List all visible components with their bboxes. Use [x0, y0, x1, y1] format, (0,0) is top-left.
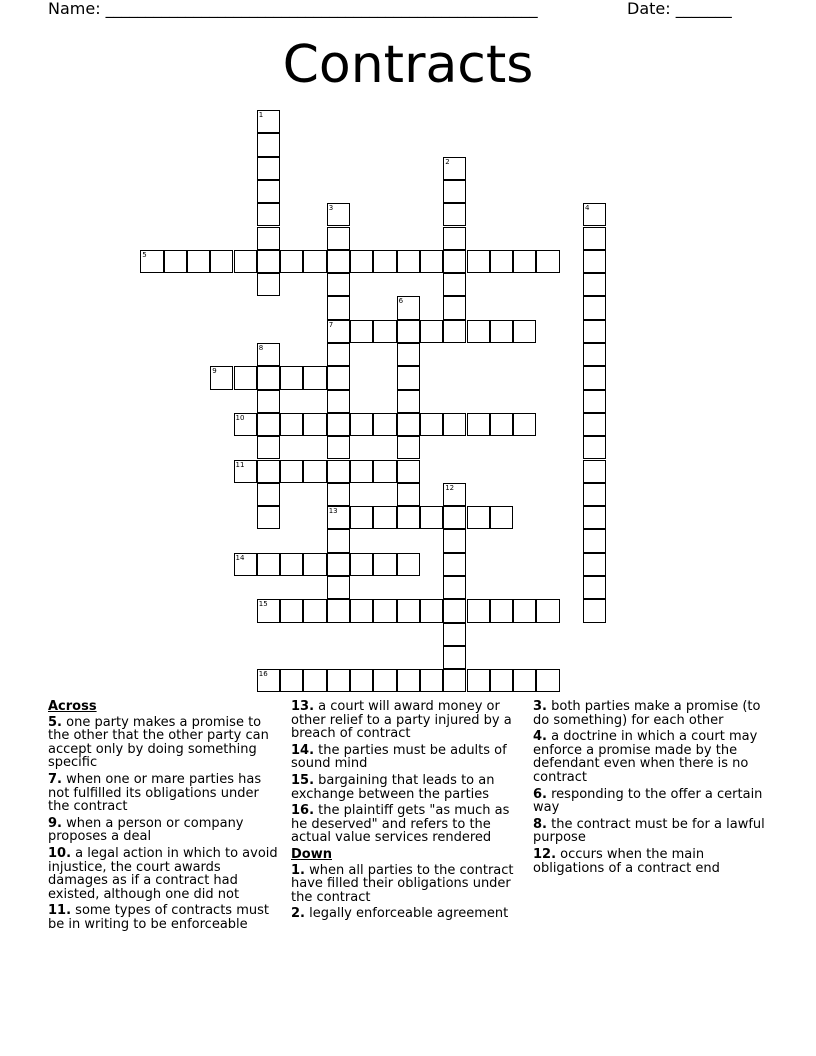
- crossword-cell[interactable]: [327, 529, 350, 552]
- crossword-cell[interactable]: [140, 250, 163, 273]
- clue-text: one party makes a promise to the other that the other party can accept only by doing something specific: [48, 714, 269, 771]
- cell-number: 4: [585, 204, 590, 213]
- crossword-cell[interactable]: [257, 483, 280, 506]
- crossword-cell[interactable]: [327, 460, 350, 483]
- crossword-cell[interactable]: [373, 250, 396, 273]
- crossword-cell[interactable]: [210, 366, 233, 389]
- clue-number: 16.: [291, 803, 315, 819]
- crossword-cell[interactable]: [583, 599, 606, 622]
- crossword-cell[interactable]: [397, 320, 420, 343]
- crossword-cell[interactable]: [257, 343, 280, 366]
- clue-number: 2.: [291, 906, 305, 922]
- clue-text: the parties must be adults of sound mind: [291, 742, 507, 772]
- crossword-cell[interactable]: [210, 250, 233, 273]
- cell-number: 3: [328, 204, 334, 213]
- clue-item: [291, 864, 523, 905]
- crossword-cell[interactable]: [583, 227, 606, 250]
- clue-text: the plaintiff gets "as much as he deserved" and refers to the actual value services rendered: [291, 803, 510, 846]
- clue-heading: Across: [48, 699, 97, 714]
- crossword-cell[interactable]: [443, 250, 466, 273]
- cell-number: 14: [235, 553, 245, 562]
- clue-item: [533, 788, 765, 815]
- crossword-cell[interactable]: [257, 227, 280, 250]
- crossword-cell[interactable]: [373, 506, 396, 529]
- clue-item: [533, 818, 765, 845]
- crossword-cell[interactable]: [327, 553, 350, 576]
- crossword-cell[interactable]: [443, 553, 466, 576]
- crossword-cell[interactable]: [303, 366, 326, 389]
- clue-number: 8.: [533, 816, 547, 832]
- crossword-cell[interactable]: [443, 203, 466, 226]
- clue-item: [48, 773, 280, 814]
- crossword-cell[interactable]: [234, 460, 257, 483]
- clue-item: [48, 904, 280, 931]
- crossword-cell[interactable]: [443, 273, 466, 296]
- clue-text: a legal action in which to avoid injustice, the court awards damages as if a contract had existed, although one did not: [48, 845, 278, 902]
- crossword-cell[interactable]: [327, 273, 350, 296]
- crossword-cell[interactable]: [490, 506, 513, 529]
- crossword-cell[interactable]: [490, 320, 513, 343]
- cell-number: 13: [328, 507, 338, 516]
- crossword-cell[interactable]: [397, 250, 420, 273]
- cell-number: 10: [235, 413, 245, 422]
- clue-item: [291, 744, 523, 771]
- crossword-cell[interactable]: [327, 343, 350, 366]
- cell-number: 1: [258, 111, 264, 119]
- crossword-cell[interactable]: [303, 460, 326, 483]
- crossword-cell[interactable]: [350, 506, 373, 529]
- crossword-cell[interactable]: [350, 250, 373, 273]
- crossword-cell[interactable]: [327, 296, 350, 319]
- crossword-cell[interactable]: [583, 576, 606, 599]
- crossword-cell[interactable]: [397, 296, 420, 319]
- crossword-cell[interactable]: [350, 413, 373, 436]
- crossword-cell[interactable]: [303, 599, 326, 622]
- cell-number: 8: [258, 344, 264, 352]
- crossword-cell[interactable]: [397, 460, 420, 483]
- crossword-cell[interactable]: [583, 203, 606, 226]
- crossword-cell[interactable]: [257, 180, 280, 203]
- crossword-cell[interactable]: [397, 599, 420, 622]
- crossword-cell[interactable]: [397, 343, 420, 366]
- clue-item: [533, 730, 765, 784]
- crossword-cell[interactable]: [327, 366, 350, 389]
- clue-item: [291, 804, 523, 845]
- crossword-cell[interactable]: [257, 157, 280, 180]
- crossword-cell[interactable]: [280, 366, 303, 389]
- clue-item: [533, 700, 765, 727]
- clue-number: 4.: [533, 729, 547, 745]
- crossword-cell[interactable]: [443, 157, 466, 180]
- clue-text: responding to the offer a certain way: [533, 786, 763, 816]
- crossword-cell[interactable]: [583, 529, 606, 552]
- crossword-cell[interactable]: [257, 203, 280, 226]
- crossword-cell[interactable]: [257, 250, 280, 273]
- crossword-cell[interactable]: [443, 529, 466, 552]
- cell-number: 11: [235, 460, 245, 469]
- crossword-cell[interactable]: [303, 553, 326, 576]
- clue-number: 10.: [48, 845, 72, 861]
- crossword-cell[interactable]: [583, 390, 606, 413]
- crossword-cell[interactable]: [443, 227, 466, 250]
- crossword-cell[interactable]: [280, 599, 303, 622]
- crossword-cell[interactable]: [513, 413, 536, 436]
- cell-number: 12: [445, 483, 455, 492]
- crossword-cell[interactable]: [257, 669, 280, 692]
- crossword-cell[interactable]: [513, 250, 536, 273]
- crossword-cell[interactable]: [443, 599, 466, 622]
- crossword-cell[interactable]: [257, 506, 280, 529]
- clue-item: [291, 907, 523, 921]
- crossword-cell[interactable]: [443, 506, 466, 529]
- crossword-cell[interactable]: [420, 599, 443, 622]
- clue-number: 11.: [48, 903, 72, 919]
- crossword-cell[interactable]: [443, 646, 466, 669]
- crossword-cell[interactable]: [490, 599, 513, 622]
- crossword-cell[interactable]: [536, 669, 559, 692]
- clue-item: [291, 774, 523, 801]
- crossword-cell[interactable]: [280, 553, 303, 576]
- crossword-cell[interactable]: [164, 250, 187, 273]
- name-field[interactable]: Name: ______________________________________________________: [48, 0, 538, 18]
- crossword-cell[interactable]: [257, 553, 280, 576]
- crossword-cell[interactable]: [443, 669, 466, 692]
- crossword-cell[interactable]: [397, 483, 420, 506]
- crossword-cell[interactable]: [397, 390, 420, 413]
- crossword-cell[interactable]: [443, 180, 466, 203]
- crossword-cell[interactable]: [443, 576, 466, 599]
- crossword-cell[interactable]: [257, 460, 280, 483]
- crossword-cell[interactable]: [373, 599, 396, 622]
- clue-column-3: [533, 700, 765, 878]
- cell-number: 5: [142, 250, 147, 259]
- crossword-cell[interactable]: [513, 669, 536, 692]
- clue-number: 7.: [48, 771, 62, 787]
- crossword-cell[interactable]: [583, 343, 606, 366]
- cell-number: 7: [328, 320, 334, 329]
- crossword-cell[interactable]: [420, 413, 443, 436]
- crossword-cell[interactable]: [373, 553, 396, 576]
- crossword-cell[interactable]: [490, 413, 513, 436]
- crossword-cell[interactable]: [327, 483, 350, 506]
- crossword-cell[interactable]: [350, 320, 373, 343]
- clue-item: [291, 700, 523, 741]
- crossword-cell[interactable]: [443, 413, 466, 436]
- crossword-cell[interactable]: [257, 110, 280, 133]
- clue-heading: Down: [291, 846, 332, 862]
- crossword-cell[interactable]: [490, 250, 513, 273]
- crossword-cell[interactable]: [257, 133, 280, 156]
- crossword-cell[interactable]: [234, 250, 257, 273]
- cell-number: 6: [398, 297, 404, 306]
- clue-number: 15.: [291, 772, 315, 788]
- crossword-cell[interactable]: [443, 623, 466, 646]
- clue-text: when one or mare parties has not fulfilled its obligations under the contract: [48, 771, 262, 815]
- crossword-cell[interactable]: [420, 669, 443, 692]
- crossword-cell[interactable]: [327, 203, 350, 226]
- crossword-cell[interactable]: [583, 436, 606, 459]
- clue-text: legally enforceable agreement: [309, 906, 509, 922]
- crossword-cell[interactable]: [280, 669, 303, 692]
- crossword-cell[interactable]: [467, 669, 490, 692]
- crossword-cell[interactable]: [327, 250, 350, 273]
- clue-item: [48, 716, 280, 770]
- clue-item: [48, 817, 280, 844]
- clue-text: when a person or company proposes a deal: [48, 815, 244, 845]
- crossword-cell[interactable]: [350, 599, 373, 622]
- crossword-cell[interactable]: [583, 366, 606, 389]
- clue-number: 5.: [48, 714, 62, 730]
- crossword-cell[interactable]: [397, 413, 420, 436]
- crossword-cell[interactable]: [234, 413, 257, 436]
- cell-number: 16: [258, 670, 268, 679]
- crossword-cell[interactable]: [583, 413, 606, 436]
- clue-number: 1.: [291, 862, 305, 878]
- crossword-cell[interactable]: [327, 576, 350, 599]
- crossword-cell[interactable]: [420, 506, 443, 529]
- crossword-cell[interactable]: [420, 320, 443, 343]
- clue-text: occurs when the main obligations of a contract end: [533, 846, 720, 876]
- crossword-cell[interactable]: [583, 273, 606, 296]
- clue-number: 13.: [291, 699, 315, 714]
- crossword-cell[interactable]: [373, 413, 396, 436]
- crossword-cell[interactable]: [536, 599, 559, 622]
- clue-text: the contract must be for a lawful purpose: [533, 816, 765, 846]
- clue-text: some types of contracts must be in writing to be enforceable: [48, 903, 269, 932]
- clue-item: [48, 847, 280, 901]
- crossword-cell[interactable]: [373, 460, 396, 483]
- crossword-cell[interactable]: [350, 460, 373, 483]
- crossword-cell[interactable]: [350, 553, 373, 576]
- crossword-cell[interactable]: [513, 599, 536, 622]
- crossword-cell[interactable]: [280, 413, 303, 436]
- crossword-cell[interactable]: [443, 483, 466, 506]
- crossword-cell[interactable]: [234, 366, 257, 389]
- crossword-cell[interactable]: [187, 250, 210, 273]
- crossword-cell[interactable]: [397, 366, 420, 389]
- clue-column-1: [48, 700, 280, 935]
- crossword-cell[interactable]: [467, 599, 490, 622]
- page-title: Contracts: [282, 35, 534, 95]
- clue-number: 12.: [533, 846, 557, 862]
- crossword-cell[interactable]: [327, 506, 350, 529]
- clue-number: 14.: [291, 742, 315, 758]
- crossword-cell[interactable]: [257, 390, 280, 413]
- crossword-cell[interactable]: [583, 250, 606, 273]
- crossword-cell[interactable]: [467, 320, 490, 343]
- crossword-cell[interactable]: [583, 460, 606, 483]
- crossword-cell[interactable]: [234, 553, 257, 576]
- crossword-cell[interactable]: [490, 669, 513, 692]
- clue-text: bargaining that leads to an exchange between the parties: [291, 772, 495, 802]
- crossword-cell[interactable]: [327, 436, 350, 459]
- clue-number: 3.: [533, 699, 547, 714]
- crossword-cell[interactable]: [257, 273, 280, 296]
- crossword-cell[interactable]: [397, 436, 420, 459]
- crossword-cell[interactable]: [350, 669, 373, 692]
- crossword-cell[interactable]: [327, 320, 350, 343]
- crossword-cell[interactable]: [280, 460, 303, 483]
- crossword-cell[interactable]: [536, 250, 559, 273]
- crossword-cell[interactable]: [397, 553, 420, 576]
- cell-number: 9: [212, 367, 217, 376]
- clue-text: a court will award money or other relief to a party injured by a breach of contract: [291, 699, 512, 742]
- cell-number: 2: [445, 157, 450, 166]
- crossword-cell[interactable]: [327, 390, 350, 413]
- crossword-cell[interactable]: [583, 506, 606, 529]
- clue-text: both parties make a promise (to do something) for each other: [533, 699, 761, 728]
- crossword-cell[interactable]: [373, 320, 396, 343]
- crossword-cell[interactable]: [257, 413, 280, 436]
- crossword-cell[interactable]: [327, 599, 350, 622]
- crossword-cell[interactable]: [327, 413, 350, 436]
- crossword-cell[interactable]: [467, 506, 490, 529]
- crossword-cell[interactable]: [467, 413, 490, 436]
- crossword-cell[interactable]: [583, 320, 606, 343]
- clue-number: 6.: [533, 786, 547, 802]
- crossword-cell[interactable]: [303, 669, 326, 692]
- clue-text: when all parties to the contract have filled their obligations under the contract: [291, 862, 514, 905]
- crossword-cell[interactable]: [420, 250, 443, 273]
- clue-item: [533, 848, 765, 875]
- crossword-cell[interactable]: [443, 296, 466, 319]
- crossword-cell[interactable]: [257, 366, 280, 389]
- crossword-cell[interactable]: [467, 250, 490, 273]
- crossword-cell[interactable]: [373, 669, 396, 692]
- crossword-cell[interactable]: [443, 320, 466, 343]
- crossword-cell[interactable]: [513, 320, 536, 343]
- crossword-cell[interactable]: [303, 413, 326, 436]
- clue-number: 9.: [48, 815, 62, 831]
- crossword-cell[interactable]: [583, 296, 606, 319]
- crossword-cell[interactable]: [257, 599, 280, 622]
- clue-text: a doctrine in which a court may enforce a promise made by the defendant even when there is no contract: [533, 729, 758, 785]
- crossword-cell[interactable]: [327, 227, 350, 250]
- crossword-cell[interactable]: [327, 669, 350, 692]
- crossword-cell[interactable]: [257, 436, 280, 459]
- date-field[interactable]: Date: _______: [627, 0, 732, 18]
- crossword-cell[interactable]: [583, 483, 606, 506]
- clue-column-2: [291, 700, 523, 924]
- crossword-cell[interactable]: [303, 250, 326, 273]
- crossword-cell[interactable]: [397, 506, 420, 529]
- cell-number: 15: [258, 600, 268, 609]
- crossword-cell[interactable]: [397, 669, 420, 692]
- crossword-cell[interactable]: [280, 250, 303, 273]
- crossword-cell[interactable]: [583, 553, 606, 576]
